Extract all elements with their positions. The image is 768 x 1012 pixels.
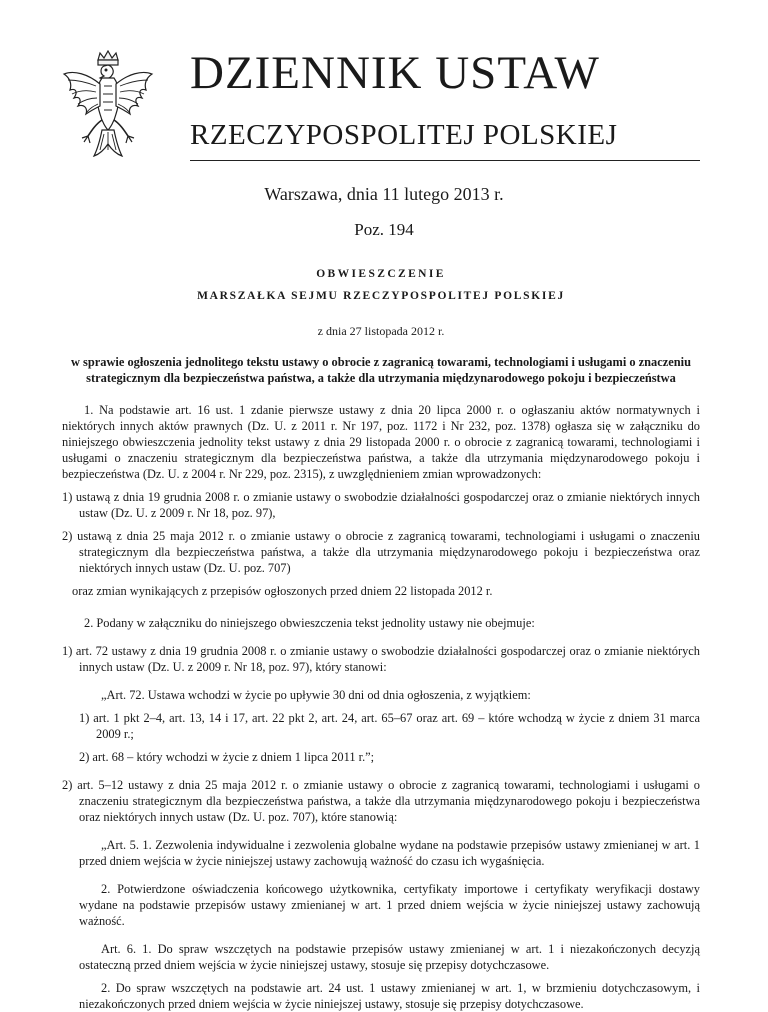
masthead-divider xyxy=(190,160,700,161)
quoted-paragraph: „Art. 5. 1. Zezwolenia indywidualne i zezwolenia globalne wydane na podstawie przepisów ustawy zmienianej w art. 1 przed dniem wejścia w życie niniejszej ustawy zachowują ważność do czasu ich wygaśnięcia. xyxy=(79,838,700,868)
quoted-article-72: „Art. 72. Ustawa wchodzi w życie po upływie 30 dni od dnia ogłoszenia, z wyjątkiem: xyxy=(101,688,531,702)
list-item: 2) art. 5–12 ustawy z dnia 25 maja 2012 r. o zmianie ustawy o obrocie z zagranicą towarami, technologiami i usługami o znaczeniu strategicznym dla bezpieczeństwa państwa, a także dla utrzymania międzynarodowego pokoju i bezpieczeństwa oraz niektórych innych ustaw (Dz. U. poz. 707), które stanowią: xyxy=(62,778,700,824)
act-date: z dnia 27 listopada 2012 r. xyxy=(317,324,445,338)
quoted-paragraph: 2. Do spraw wszczętych na podstawie art. 24 ust. 1 ustawy zmienianej w art. 1, w brzmieniu dotychczasowym, i niezakończonych przed dniem wejścia w życie niniejszej ustawy, stosuje się przepisy dotychczasowe. xyxy=(79,981,700,1011)
gazette-subtitle: RZECZYPOSPOLITEJ POLSKIEJ xyxy=(190,119,618,151)
act-subject: w sprawie ogłoszenia jednolitego tekstu ustawy o obrocie z zagranicą towarami, technologiami i usługami o znaczeniu strategicznym dla bezpieczeństwa państwa, a także dla utrzymania międzynarodowego pokoju i bezpieczeństwa xyxy=(71,355,691,385)
list-item: 1) ustawą z dnia 19 grudnia 2008 r. o zmianie ustawy o swobodzie działalności gospodarczej oraz o zmianie niektórych innych ustaw (Dz. U. z 2009 r. Nr 18, poz. 97), xyxy=(62,490,700,520)
quoted-paragraph: 2. Potwierdzone oświadczenia końcowego użytkownika, certyfikaty importowe i certyfikaty weryfikacji dostawy wydane na podstawie przepisów ustawy zmienianej w art. 1 przed dniem wejścia w życie niniejszej ustawy zachowują ważność. xyxy=(79,882,700,928)
paragraph-1: 1. Na podstawie art. 16 ust. 1 zdanie pierwsze ustawy z dnia 20 lipca 2000 r. o ogłaszaniu aktów normatywnych i niektórych innych aktów prawnych (Dz. U. z 2011 r. Nr 197, poz. 1172 i Nr 232, poz. 1378) ogłasza się w załączniku do niniejszego obwieszczenia jednolity tekst ustawy z dnia 29 listopada 2000 r. o obrocie z zagranicą towarami, technologiami i usługami o znaczeniu strategicznym dla bezpieczeństwa państwa, a także dla utrzymania międzynarodowego pokoju i bezpieczeństwa (Dz. U. z 2004 r. Nr 229, poz. 2315), z uwzględnieniem zmian wprowadzonych: xyxy=(62,403,700,481)
gazette-title: DZIENNIK USTAW xyxy=(190,47,600,99)
polish-eagle-emblem-icon xyxy=(60,50,156,162)
act-organ: MARSZAŁKA SEJMU RZECZYPOSPOLITEJ POLSKIEJ xyxy=(197,290,565,302)
list-item: 2) ustawą z dnia 25 maja 2012 r. o zmianie ustawy o obrocie z zagranicą towarami, technologiami i usługami o znaczeniu strategicznym dla bezpieczeństwa państwa, a także dla utrzymania międzynarodowego pokoju i bezpieczeństwa oraz niektórych innych ustaw (Dz. U. poz. 707) xyxy=(62,529,700,575)
act-type: OBWIESZCZENIE xyxy=(316,268,446,280)
paragraph-2: 2. Podany w załączniku do niniejszego obwieszczenia tekst jednolity ustawy nie obejmuje: xyxy=(84,616,535,630)
document-body xyxy=(62,266,700,1012)
quoted-paragraph: Art. 6. 1. Do spraw wszczętych na podstawie przepisów ustawy zmienianej w art. 1 i niezakończonych decyzją ostateczną przed dniem wejścia w życie niniejszej ustawy, stosuje się przepisy dotychczasowe. xyxy=(79,942,700,972)
paragraph-1-tail: oraz zmian wynikających z przepisów ogłoszonych przed dniem 22 listopada 2012 r. xyxy=(72,584,493,598)
issue-date: Warszawa, dnia 11 lutego 2013 r. xyxy=(264,184,504,204)
list-item: 1) art. 72 ustawy z dnia 19 grudnia 2008 r. o zmianie ustawy o swobodzie działalności gospodarczej oraz o zmianie niektórych innych ustaw (Dz. U. z 2009 r. Nr 18, poz. 97), który stanowi: xyxy=(62,644,700,674)
position-number: Poz. 194 xyxy=(354,220,414,239)
list-item: 2) art. 68 – który wchodzi w życie z dniem 1 lipca 2011 r.”; xyxy=(79,750,375,764)
list-item: 1) art. 1 pkt 2–4, art. 13, 14 i 17, art. 22 pkt 2, art. 24, art. 65–67 oraz art. 69 – które wchodzą w życie z dniem 31 marca 2009 r.; xyxy=(79,711,700,741)
